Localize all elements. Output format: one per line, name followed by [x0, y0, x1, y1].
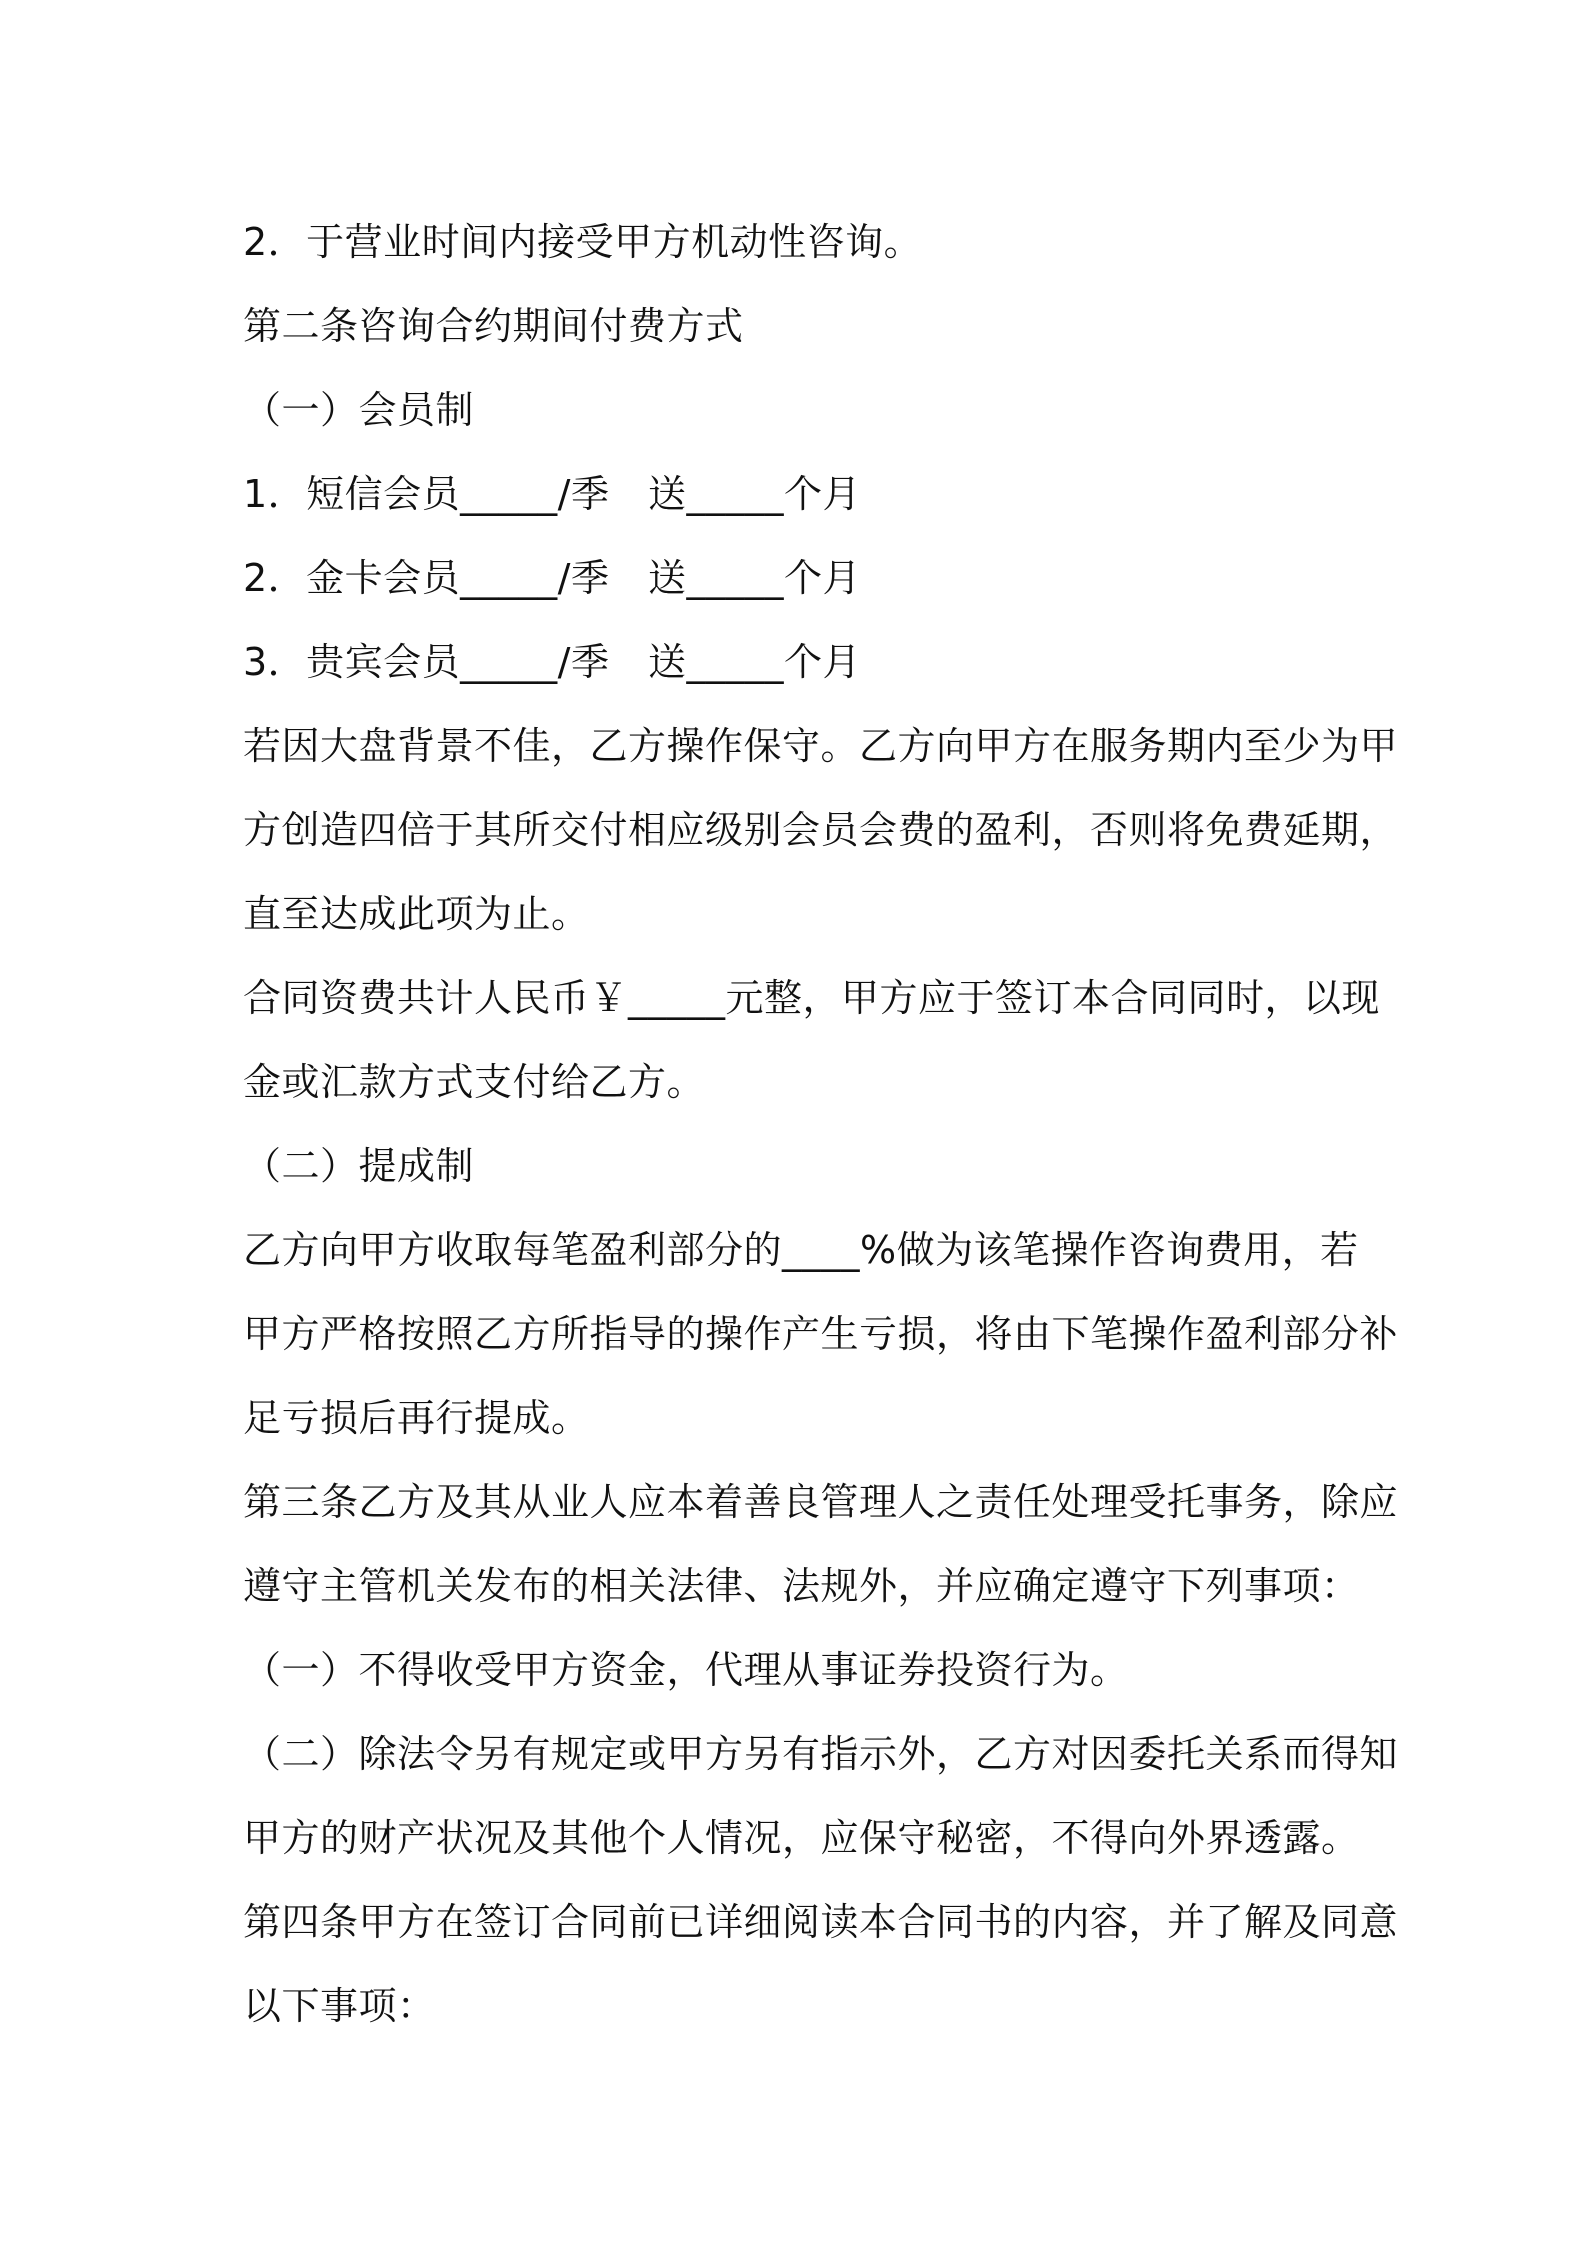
article-line: 遵守主管机关发布的相关法律、法规外，并应确定遵守下列事项：: [243, 1564, 1360, 1608]
paragraph-line: 足亏损后再行提成。: [243, 1396, 590, 1440]
paragraph-line: 若因大盘背景不佳，乙方操作保守。乙方向甲方在服务期内至少为甲: [243, 724, 1399, 768]
section-heading: （二）提成制: [243, 1144, 475, 1188]
article-line: 第四条甲方在签订合同前已详细阅读本合同书的内容，并了解及同意: [243, 1900, 1399, 1944]
paragraph-line: 乙方向甲方收取每笔盈利部分的____%做为该笔操作咨询费用，若: [243, 1228, 1359, 1272]
list-item: （二）除法令另有规定或甲方另有指示外，乙方对因委托关系而得知: [243, 1732, 1399, 1776]
list-item-continuation: 甲方的财产状况及其他个人情况，应保守秘密，不得向外界透露。: [243, 1816, 1360, 1860]
article-line: 以下事项：: [243, 1984, 436, 2028]
paragraph-line: 金或汇款方式支付给乙方。: [243, 1060, 706, 1104]
article-line: 第三条乙方及其从业人应本着善良管理人之责任处理受托事务，除应: [243, 1480, 1399, 1524]
section-heading: （一）会员制: [243, 388, 475, 432]
membership-line: 1．短信会员_____/季 送_____个月: [243, 472, 861, 516]
paragraph-line: 方创造四倍于其所交付相应级别会员会费的盈利，否则将免费延期，: [243, 808, 1399, 852]
article-heading: 第二条咨询合约期间付费方式: [243, 304, 744, 348]
document-body: [243, 200, 1399, 2048]
membership-line: 2．金卡会员_____/季 送_____个月: [243, 556, 861, 600]
paragraph-line: 直至达成此项为止。: [243, 892, 590, 936]
paragraph-line: 合同资费共计人民币￥_____元整，甲方应于签订本合同同时，以现: [243, 976, 1381, 1020]
clause-line: 2．于营业时间内接受甲方机动性咨询。: [243, 220, 923, 264]
list-item: （一）不得收受甲方资金，代理从事证券投资行为。: [243, 1648, 1129, 1692]
membership-line: 3．贵宾会员_____/季 送_____个月: [243, 640, 861, 684]
paragraph-line: 甲方严格按照乙方所指导的操作产生亏损，将由下笔操作盈利部分补: [243, 1312, 1399, 1356]
